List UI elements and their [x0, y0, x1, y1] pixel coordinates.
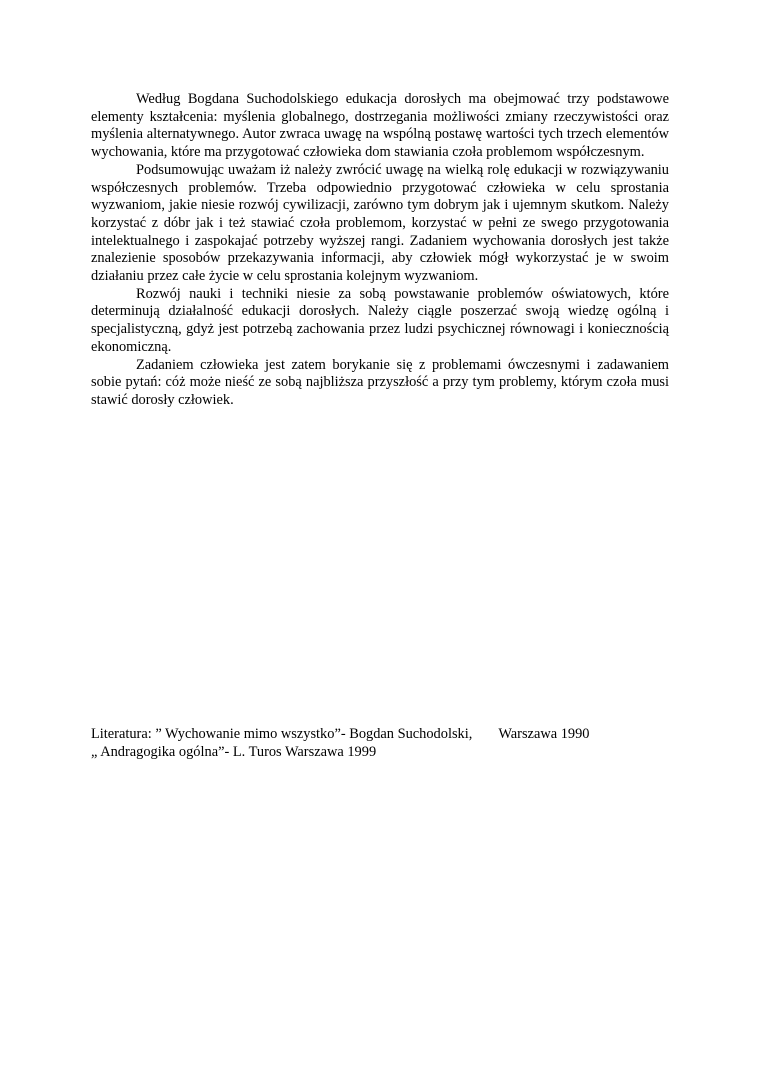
paragraph-2: Podsumowując uważam iż należy zwrócić uwagę na wielką rolę edukacji w rozwiązywaniu współczesnych problemów. Trzeba odpowiednio przygotować człowieka w celu sprostania wyzwaniom, jakie niesie rozwój cywilizacji, zarówno tym dobrym jak i ujemnym skutkom. Należy korzystać z dóbr jak i też stawiać czoła problemom, korzystać w pełni ze swego przygotowania intelektualnego i zaspokajać potrzeby wyższej rangi. Zadaniem wychowania dorosłych jest także znalezienie sposobów przekazywania informacji, aby człowiek mógł wykorzystać je w swoim działaniu przez całe życie w celu sprostania kolejnym wyzwaniom.	[91, 161, 669, 285]
reference-line-1	[91, 725, 691, 743]
reference-1-place: Warszawa 1990	[498, 726, 590, 742]
body-text	[91, 91, 669, 410]
paragraph-4: Zadaniem człowieka jest zatem borykanie się z problemami ówczesnymi i zadawaniem sobie pytań: cóż może nieść ze sobą najbliższa przyszłość a przy tym problemy, którym czoła musi stawić dorosły człowiek.	[91, 356, 669, 408]
paragraph-1: Według Bogdana Suchodolskiego edukacja dorosłych ma obejmować trzy podstawowe elementy kształcenia: myślenia globalnego, dostrzegania możliwości zmiany rzeczywistości oraz myślenia alternatywnego. Autor zwraca uwagę na wspólną postawę wartości tych trzech elementów wychowania, które ma przygotować człowieka dom stawiania czoła problemom współczesnym.	[91, 91, 669, 161]
reference-1-text: Literatura: ” Wychowanie mimo wszystko”- Bogdan Suchodolski,	[91, 726, 473, 742]
reference-line-2: „ Andragogika ogólna”- L. Turos Warszawa 1999	[91, 744, 377, 760]
paragraph-3: Rozwój nauki i techniki niesie za sobą powstawanie problemów oświatowych, które determinują działalność edukacji dorosłych. Należy ciągle poszerzać swoją wiedzę ogólną i specjalistyczną, gdyż jest potrzebą zachowania przez ludzi psychicznej równowagi i koniecznością ekonomiczną.	[91, 285, 669, 355]
references	[91, 725, 691, 761]
